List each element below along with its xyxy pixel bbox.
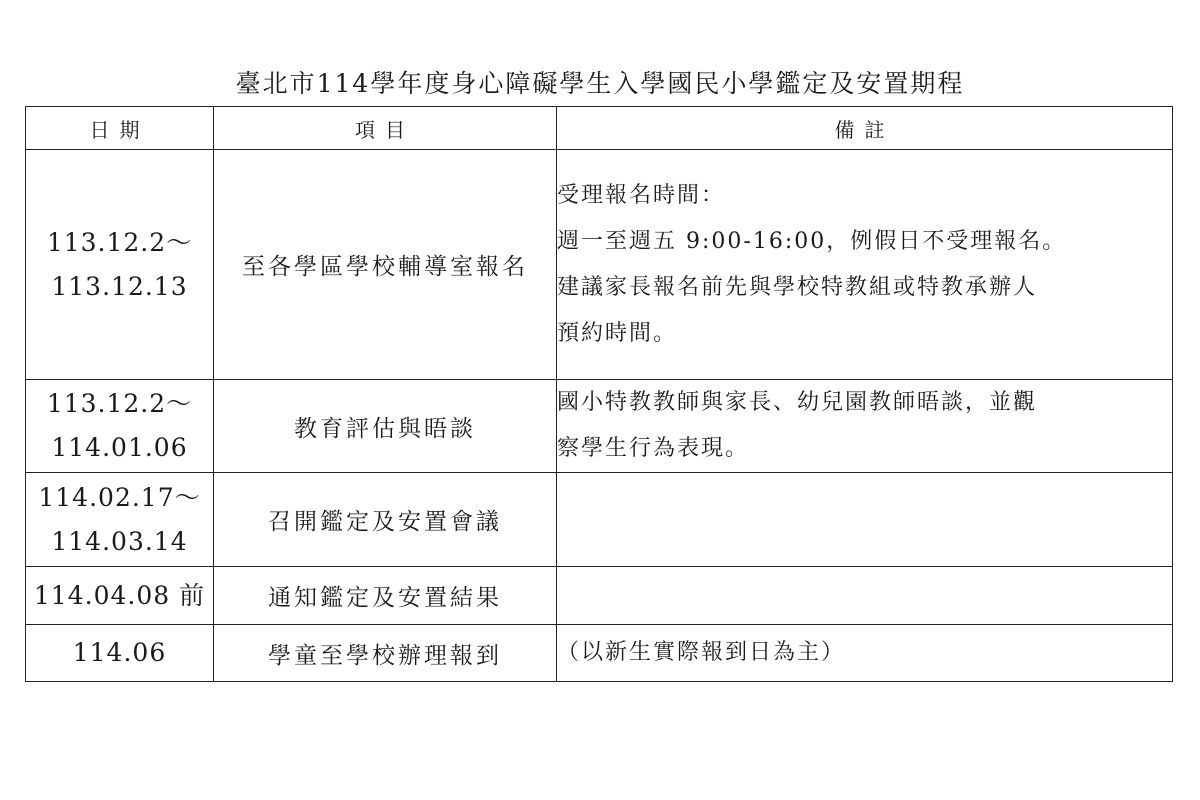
date-cell bbox=[26, 625, 214, 682]
table-row bbox=[26, 473, 1173, 567]
date-cell bbox=[26, 150, 214, 380]
date-start: 114.02.17～ bbox=[38, 482, 201, 512]
document-title: 臺北市114學年度身心障礙學生入學國民小學鑑定及安置期程 bbox=[235, 69, 965, 98]
date-cell bbox=[26, 380, 214, 473]
note-cell bbox=[557, 380, 1173, 473]
note-line: 建議家長報名前先與學校特教組或特教承辦人 bbox=[557, 274, 1038, 300]
header-date: 日期 bbox=[26, 107, 214, 150]
note-cell bbox=[557, 150, 1173, 380]
date-cell bbox=[26, 473, 214, 567]
item-cell: 召開鑑定及安置會議 bbox=[214, 473, 557, 567]
header-note: 備註 bbox=[557, 107, 1173, 150]
table-row bbox=[26, 625, 1173, 682]
header-item: 項目 bbox=[214, 107, 557, 150]
date-start: 113.12.2～ bbox=[46, 227, 193, 257]
date-end: 114.03.14 bbox=[51, 526, 188, 556]
table-row bbox=[26, 380, 1173, 473]
table-header-row bbox=[26, 107, 1173, 150]
note-line: 週一至週五 9:00-16:00，例假日不受理報名。 bbox=[557, 228, 1067, 254]
date-cell bbox=[26, 567, 214, 625]
date-end: 113.12.13 bbox=[51, 271, 188, 301]
note-line: 受理報名時間： bbox=[557, 182, 726, 208]
item-cell: 通知鑑定及安置結果 bbox=[214, 567, 557, 625]
item-cell: 教育評估與晤談 bbox=[214, 380, 557, 473]
note-cell bbox=[557, 473, 1173, 567]
date-single: 114.06 bbox=[72, 638, 167, 667]
date-single: 114.04.08 前 bbox=[33, 580, 206, 610]
note-cell bbox=[557, 625, 1173, 682]
date-end: 114.01.06 bbox=[51, 433, 188, 462]
schedule-table bbox=[25, 106, 1173, 682]
note-line: 察學生行為表現。 bbox=[557, 436, 750, 461]
note-line: （以新生實際報到日為主） bbox=[557, 640, 846, 665]
note-line: 國小特教教師與家長、幼兒園教師晤談，並觀 bbox=[557, 390, 1038, 415]
table-row bbox=[26, 150, 1173, 380]
date-start: 113.12.2～ bbox=[46, 389, 193, 418]
item-cell: 至各學區學校輔導室報名 bbox=[214, 150, 557, 380]
item-cell: 學童至學校辦理報到 bbox=[214, 625, 557, 682]
note-cell bbox=[557, 567, 1173, 625]
table-row bbox=[26, 567, 1173, 625]
note-line: 預約時間。 bbox=[557, 320, 678, 346]
